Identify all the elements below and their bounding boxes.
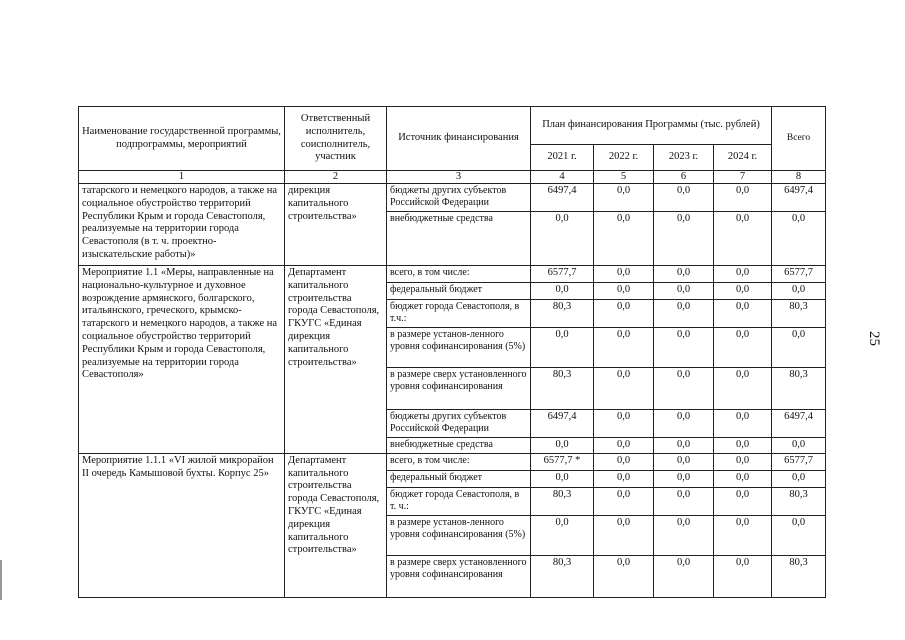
value-2023: 0,0 xyxy=(654,515,714,555)
value-2023: 0,0 xyxy=(654,487,714,515)
value-2023: 0,0 xyxy=(654,470,714,487)
header-year-2022: 2022 г. xyxy=(594,145,654,171)
source-cell: внебюджетные средства xyxy=(387,212,531,266)
source-cell: всего, в том числе: xyxy=(387,453,531,470)
value-2024: 0,0 xyxy=(714,487,772,515)
source-cell: в размере установ-ленного уровня софинансирования (5%) xyxy=(387,328,531,368)
source-cell: в размере сверх установленного уровня софинансирования xyxy=(387,555,531,597)
value-2023: 0,0 xyxy=(654,300,714,328)
header-responsible: Ответственный исполнитель, соисполнитель, участник xyxy=(285,107,387,171)
value-2024: 0,0 xyxy=(714,184,772,212)
value-total: 6497,4 xyxy=(772,184,826,212)
column-number: 7 xyxy=(714,171,772,184)
value-2024: 0,0 xyxy=(714,283,772,300)
source-cell: внебюджетные средства xyxy=(387,438,531,454)
value-2023: 0,0 xyxy=(654,266,714,283)
header-plan: План финансирования Программы (тыс. рублей) xyxy=(531,107,772,145)
value-2022: 0,0 xyxy=(594,515,654,555)
value-2022: 0,0 xyxy=(594,470,654,487)
value-2022: 0,0 xyxy=(594,328,654,368)
value-total: 6497,4 xyxy=(772,410,826,438)
value-2021: 0,0 xyxy=(531,438,594,454)
program-name-cell: татарского и немецкого народов, а также на социальное обустройство территорий Республики Крым и города Севастополя, реализуемые на территории города Севастополя (в т. ч. проектно-изыскательские работы)» xyxy=(79,184,285,266)
program-name-cell: Мероприятие 1.1.1 «VI жилой микрорайон II очередь Камышовой бухты. Корпус 25» xyxy=(79,453,285,597)
value-total: 0,0 xyxy=(772,470,826,487)
value-2024: 0,0 xyxy=(714,453,772,470)
value-2021: 80,3 xyxy=(531,555,594,597)
value-2021: 6497,4 xyxy=(531,184,594,212)
header-year-2024: 2024 г. xyxy=(714,145,772,171)
value-total: 80,3 xyxy=(772,487,826,515)
header-year-2023: 2023 г. xyxy=(654,145,714,171)
value-2023: 0,0 xyxy=(654,368,714,410)
source-cell: бюджет города Севастополя, в т.ч.: xyxy=(387,300,531,328)
financing-plan-table xyxy=(78,106,826,598)
header-total: Всего xyxy=(772,107,826,171)
scan-edge-mark xyxy=(0,560,2,600)
value-2022: 0,0 xyxy=(594,266,654,283)
value-2024: 0,0 xyxy=(714,515,772,555)
value-2024: 0,0 xyxy=(714,300,772,328)
value-2021: 0,0 xyxy=(531,328,594,368)
value-total: 6577,7 xyxy=(772,266,826,283)
value-2021: 0,0 xyxy=(531,470,594,487)
source-cell: бюджет города Севастополя, в т. ч.: xyxy=(387,487,531,515)
value-2022: 0,0 xyxy=(594,453,654,470)
source-cell: федеральный бюджет xyxy=(387,470,531,487)
column-number: 6 xyxy=(654,171,714,184)
value-2024: 0,0 xyxy=(714,438,772,454)
column-number: 3 xyxy=(387,171,531,184)
program-name-cell: Мероприятие 1.1 «Меры, направленные на национально-культурное и духовное возрождение армянского, болгарского, итальянского, греческого, крымско-татарского и немецкого народов, а также на социальное обустройство территорий Республики Крым и города Севастополя, реализуемые на территории города Севастополя» xyxy=(79,266,285,454)
source-cell: в размере установ-ленного уровня софинансирования (5%) xyxy=(387,515,531,555)
value-2021: 6497,4 xyxy=(531,410,594,438)
value-2021: 0,0 xyxy=(531,515,594,555)
value-2022: 0,0 xyxy=(594,410,654,438)
value-2021: 80,3 xyxy=(531,300,594,328)
value-2022: 0,0 xyxy=(594,438,654,454)
value-total: 80,3 xyxy=(772,300,826,328)
value-total: 0,0 xyxy=(772,438,826,454)
source-cell: в размере сверх установленного уровня софинансирования xyxy=(387,368,531,410)
column-number: 8 xyxy=(772,171,826,184)
value-2022: 0,0 xyxy=(594,184,654,212)
source-cell: всего, в том числе: xyxy=(387,266,531,283)
value-2024: 0,0 xyxy=(714,410,772,438)
value-2022: 0,0 xyxy=(594,555,654,597)
responsible-cell: Департамент капитального строительства города Севастополя, ГКУГС «Единая дирекция капитального строительства» xyxy=(285,266,387,454)
header-source: Источник финансирования xyxy=(387,107,531,171)
value-2021: 80,3 xyxy=(531,487,594,515)
value-total: 80,3 xyxy=(772,555,826,597)
value-2022: 0,0 xyxy=(594,368,654,410)
value-2021: 0,0 xyxy=(531,212,594,266)
value-2021: 6577,7 * xyxy=(531,453,594,470)
source-cell: бюджеты других субъектов Российской Федерации xyxy=(387,410,531,438)
column-number: 1 xyxy=(79,171,285,184)
value-total: 80,3 xyxy=(772,368,826,410)
value-2023: 0,0 xyxy=(654,212,714,266)
value-2021: 80,3 xyxy=(531,368,594,410)
value-2024: 0,0 xyxy=(714,470,772,487)
value-2024: 0,0 xyxy=(714,555,772,597)
value-2024: 0,0 xyxy=(714,212,772,266)
source-cell: бюджеты других субъектов Российской Федерации xyxy=(387,184,531,212)
value-2022: 0,0 xyxy=(594,300,654,328)
value-2023: 0,0 xyxy=(654,184,714,212)
value-2022: 0,0 xyxy=(594,212,654,266)
value-2021: 0,0 xyxy=(531,283,594,300)
responsible-cell: Департамент капитального строительства города Севастополя, ГКУГС «Единая дирекция капитального строительства» xyxy=(285,453,387,597)
responsible-cell: дирекция капитального строительства» xyxy=(285,184,387,266)
page-number: 25 xyxy=(866,331,882,346)
column-number: 4 xyxy=(531,171,594,184)
value-total: 0,0 xyxy=(772,515,826,555)
header-program-name: Наименование государственной программы, подпрограммы, мероприятий xyxy=(79,107,285,171)
value-2024: 0,0 xyxy=(714,328,772,368)
value-2022: 0,0 xyxy=(594,283,654,300)
column-number: 5 xyxy=(594,171,654,184)
value-2024: 0,0 xyxy=(714,266,772,283)
source-cell: федеральный бюджет xyxy=(387,283,531,300)
value-total: 6577,7 xyxy=(772,453,826,470)
column-number: 2 xyxy=(285,171,387,184)
value-2024: 0,0 xyxy=(714,368,772,410)
value-2021: 6577,7 xyxy=(531,266,594,283)
header-year-2021: 2021 г. xyxy=(531,145,594,171)
value-2023: 0,0 xyxy=(654,438,714,454)
value-2022: 0,0 xyxy=(594,487,654,515)
value-2023: 0,0 xyxy=(654,555,714,597)
value-2023: 0,0 xyxy=(654,328,714,368)
value-total: 0,0 xyxy=(772,328,826,368)
value-2023: 0,0 xyxy=(654,283,714,300)
value-total: 0,0 xyxy=(772,212,826,266)
value-total: 0,0 xyxy=(772,283,826,300)
value-2023: 0,0 xyxy=(654,453,714,470)
value-2023: 0,0 xyxy=(654,410,714,438)
